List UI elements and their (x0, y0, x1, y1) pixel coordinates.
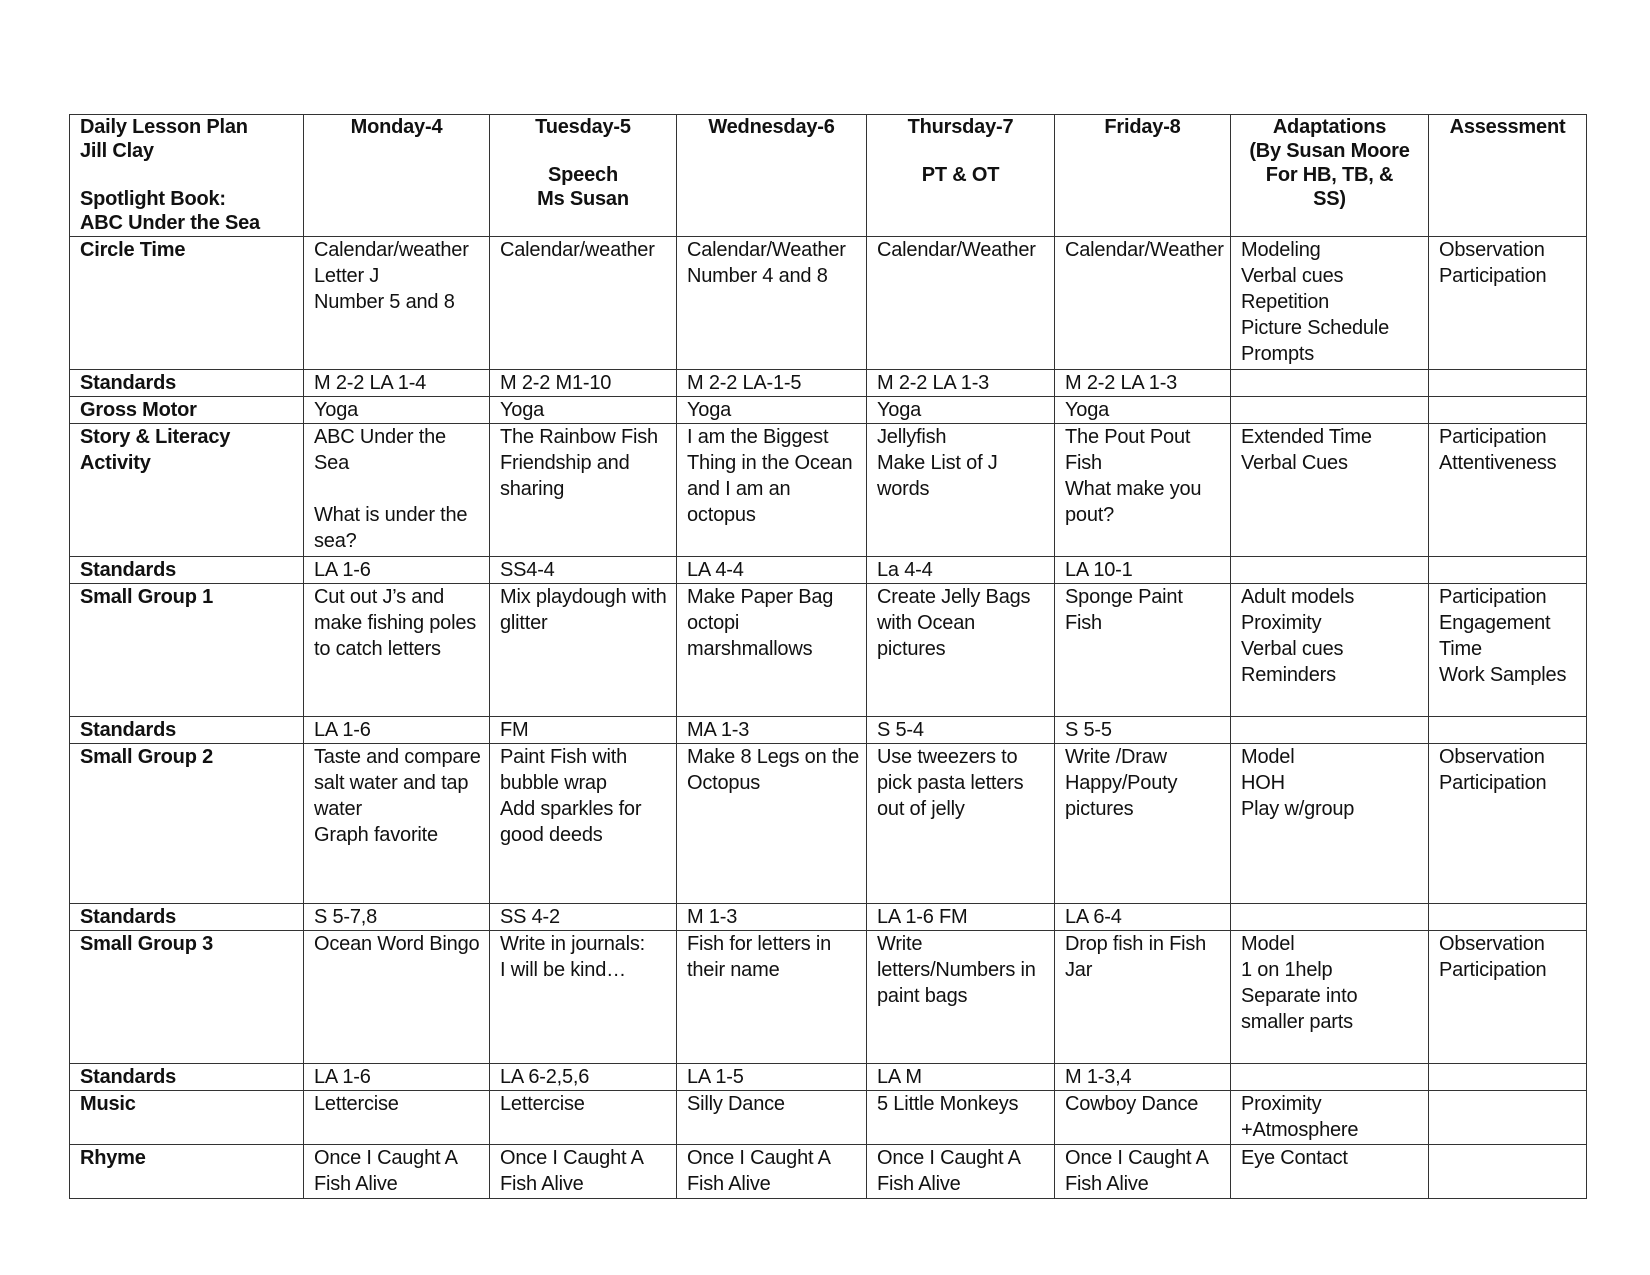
row-label-text: Circle Time (80, 239, 186, 261)
column-header-monday: Monday-4 (304, 115, 490, 237)
cell-text: I am the Biggest Thing in the Ocean and I am an octopus (687, 426, 853, 526)
monday-cell (304, 370, 490, 397)
friday-cell (1055, 904, 1231, 931)
assessment-cell (1429, 370, 1587, 397)
assessment-cell (1429, 237, 1587, 370)
row-label (70, 370, 304, 397)
cell-text: Yoga (687, 399, 732, 421)
cell-text: S 5-5 (1065, 719, 1112, 741)
cell-text: M 2-2 LA 1-4 (314, 372, 427, 394)
cell-text: MA 1-3 (687, 719, 750, 741)
friday-cell (1055, 1064, 1231, 1091)
friday-cell (1055, 584, 1231, 717)
table-row (70, 370, 1587, 397)
friday-cell (1055, 717, 1231, 744)
row-label-text: Gross Motor (80, 399, 197, 421)
row-label-text: Standards (80, 559, 177, 581)
cell-text: Lettercise (500, 1093, 585, 1115)
cell-text: Silly Dance (687, 1093, 785, 1115)
row-label-text: Standards (80, 906, 177, 928)
cell-text: Jellyfish Make List of J words (877, 426, 998, 500)
cell-text: LA 10-1 (1065, 559, 1133, 581)
column-header-wednesday: Wednesday-6 (677, 115, 867, 237)
friday-cell (1055, 370, 1231, 397)
cell-text: Observation Participation (1439, 746, 1547, 794)
thursday-cell (867, 904, 1055, 931)
cell-text: Calendar/Weather (877, 239, 1036, 261)
wednesday-cell (677, 717, 867, 744)
table-row (70, 557, 1587, 584)
friday-cell (1055, 744, 1231, 904)
cell-text: Once I Caught A Fish Alive (877, 1147, 1021, 1195)
cell-text: Fish for letters in their name (687, 933, 832, 981)
tuesday-cell (490, 584, 677, 717)
cell-text: Create Jelly Bags with Ocean pictures (877, 586, 1031, 660)
monday-cell (304, 584, 490, 717)
cell-text: The Pout Pout Fish What make you pout? (1065, 426, 1202, 526)
tuesday-cell (490, 744, 677, 904)
row-label (70, 1091, 304, 1145)
cell-text: SS4-4 (500, 559, 555, 581)
cell-text: M 1-3 (687, 906, 738, 928)
cell-text: Sponge Paint Fish (1065, 586, 1183, 634)
cell-text: Participation Attentiveness (1439, 426, 1557, 474)
thursday-cell (867, 1064, 1055, 1091)
wednesday-cell (677, 1145, 867, 1199)
assessment-cell (1429, 424, 1587, 557)
cell-text: Once I Caught A Fish Alive (314, 1147, 458, 1195)
monday-cell (304, 904, 490, 931)
thursday-cell (867, 424, 1055, 557)
row-label (70, 397, 304, 424)
cell-text: S 5-4 (877, 719, 924, 741)
wednesday-cell (677, 370, 867, 397)
assessment-cell (1429, 904, 1587, 931)
row-label-text: Standards (80, 719, 177, 741)
cell-text: LA 4-4 (687, 559, 744, 581)
cell-text: S 5-7,8 (314, 906, 378, 928)
tuesday-cell (490, 557, 677, 584)
assessment-cell (1429, 397, 1587, 424)
cell-text: Cowboy Dance (1065, 1093, 1199, 1115)
table-row (70, 931, 1587, 1064)
adaptations-cell (1231, 717, 1429, 744)
table-row (70, 1145, 1587, 1199)
row-label-text: Small Group 2 (80, 746, 213, 768)
tuesday-cell (490, 931, 677, 1064)
cell-text: Write /Draw Happy/Pouty pictures (1065, 746, 1178, 820)
cell-text: Proximity +Atmosphere (1241, 1093, 1359, 1141)
cell-text: SS 4-2 (500, 906, 560, 928)
cell-text: Observation Participation (1439, 933, 1547, 981)
assessment-cell (1429, 717, 1587, 744)
cell-text: LA 6-4 (1065, 906, 1122, 928)
cell-text: ABC Under the Sea What is under the sea? (314, 426, 468, 552)
cell-text: Yoga (1065, 399, 1110, 421)
cell-text: Model HOH Play w/group (1241, 746, 1355, 820)
adaptations-cell (1231, 424, 1429, 557)
cell-text: LA 1-6 (314, 719, 371, 741)
cell-text: Write letters/Numbers in paint bags (877, 933, 1036, 1007)
adaptations-cell (1231, 931, 1429, 1064)
column-header-tuesday: Tuesday-5 Speech Ms Susan (490, 115, 677, 237)
tuesday-cell (490, 717, 677, 744)
friday-cell (1055, 1145, 1231, 1199)
cell-text: The Rainbow Fish Friendship and sharing (500, 426, 658, 500)
thursday-cell (867, 744, 1055, 904)
cell-text: Extended Time Verbal Cues (1241, 426, 1372, 474)
row-label (70, 1064, 304, 1091)
monday-cell (304, 1145, 490, 1199)
friday-cell (1055, 557, 1231, 584)
tuesday-cell (490, 237, 677, 370)
assessment-cell (1429, 744, 1587, 904)
cell-text: Taste and compare salt water and tap water Graph favorite (314, 746, 481, 846)
wednesday-cell (677, 744, 867, 904)
adaptations-cell (1231, 584, 1429, 717)
cell-text: LA M (877, 1066, 922, 1088)
wednesday-cell (677, 237, 867, 370)
adaptations-cell (1231, 237, 1429, 370)
row-label (70, 904, 304, 931)
assessment-cell (1429, 1091, 1587, 1145)
tuesday-cell (490, 904, 677, 931)
cell-text: M 2-2 M1-10 (500, 372, 612, 394)
wednesday-cell (677, 557, 867, 584)
cell-text: 5 Little Monkeys (877, 1093, 1019, 1115)
cell-text: Lettercise (314, 1093, 399, 1115)
tuesday-cell (490, 424, 677, 557)
friday-cell (1055, 397, 1231, 424)
thursday-cell (867, 584, 1055, 717)
thursday-cell (867, 717, 1055, 744)
wednesday-cell (677, 1091, 867, 1145)
assessment-cell (1429, 1064, 1587, 1091)
thursday-cell (867, 237, 1055, 370)
friday-cell (1055, 237, 1231, 370)
row-label-text: Small Group 3 (80, 933, 213, 955)
cell-text: Observation Participation (1439, 239, 1547, 287)
adaptations-cell (1231, 557, 1429, 584)
cell-text: Drop fish in Fish Jar (1065, 933, 1207, 981)
monday-cell (304, 1091, 490, 1145)
cell-text: M 2-2 LA 1-3 (877, 372, 990, 394)
row-label (70, 1145, 304, 1199)
cell-text: M 1-3,4 (1065, 1066, 1132, 1088)
cell-text: Paint Fish with bubble wrap Add sparkles for good deeds (500, 746, 642, 846)
monday-cell (304, 424, 490, 557)
cell-text: Calendar/Weather (1065, 239, 1224, 261)
thursday-cell (867, 1145, 1055, 1199)
row-label (70, 717, 304, 744)
tuesday-cell (490, 1145, 677, 1199)
row-label (70, 931, 304, 1064)
monday-cell (304, 717, 490, 744)
adaptations-cell (1231, 1145, 1429, 1199)
monday-cell (304, 931, 490, 1064)
assessment-cell (1429, 584, 1587, 717)
monday-cell (304, 237, 490, 370)
adaptations-cell (1231, 1091, 1429, 1145)
plan-title-cell: Daily Lesson Plan Jill Clay Spotlight Book: ABC Under the Sea (70, 115, 304, 237)
monday-cell (304, 397, 490, 424)
cell-text: Yoga (314, 399, 359, 421)
adaptations-cell (1231, 1064, 1429, 1091)
table-row (70, 424, 1587, 557)
friday-cell (1055, 931, 1231, 1064)
cell-text: M 2-2 LA 1-3 (1065, 372, 1178, 394)
monday-cell (304, 1064, 490, 1091)
cell-text: LA 6-2,5,6 (500, 1066, 590, 1088)
cell-text: LA 1-6 FM (877, 906, 968, 928)
cell-text: Calendar/weather (500, 239, 655, 261)
cell-text: Once I Caught A Fish Alive (500, 1147, 644, 1195)
column-header-adaptations: Adaptations (By Susan Moore For HB, TB, & SS) (1231, 115, 1429, 237)
table-row (70, 237, 1587, 370)
cell-text: Cut out J’s and make fishing poles to catch letters (314, 586, 477, 660)
cell-text: M 2-2 LA-1-5 (687, 372, 802, 394)
table-row (70, 744, 1587, 904)
cell-text: Mix playdough with glitter (500, 586, 667, 634)
tuesday-cell (490, 1064, 677, 1091)
thursday-cell (867, 931, 1055, 1064)
cell-text: Calendar/Weather Number 4 and 8 (687, 239, 846, 287)
thursday-cell (867, 1091, 1055, 1145)
column-header-friday: Friday-8 (1055, 115, 1231, 237)
cell-text: Write in journals: I will be kind… (500, 933, 645, 981)
cell-text: Calendar/weather Letter J Number 5 and 8 (314, 239, 469, 313)
cell-text: Make 8 Legs on the Octopus (687, 746, 860, 794)
row-label (70, 237, 304, 370)
table-row (70, 904, 1587, 931)
tuesday-cell (490, 370, 677, 397)
cell-text: La 4-4 (877, 559, 933, 581)
cell-text: Model 1 on 1help Separate into smaller parts (1241, 933, 1358, 1033)
table-row (70, 1091, 1587, 1145)
adaptations-cell (1231, 397, 1429, 424)
cell-text: Yoga (877, 399, 922, 421)
adaptations-cell (1231, 904, 1429, 931)
thursday-cell (867, 557, 1055, 584)
cell-text: Eye Contact (1241, 1147, 1348, 1169)
wednesday-cell (677, 397, 867, 424)
row-label-text: Music (80, 1093, 136, 1115)
assessment-cell (1429, 1145, 1587, 1199)
lesson-plan-table (69, 114, 1587, 1199)
wednesday-cell (677, 424, 867, 557)
assessment-cell (1429, 557, 1587, 584)
assessment-cell (1429, 931, 1587, 1064)
column-header-assessment: Assessment (1429, 115, 1587, 237)
cell-text: Ocean Word Bingo (314, 933, 480, 955)
wednesday-cell (677, 931, 867, 1064)
cell-text: Once I Caught A Fish Alive (687, 1147, 831, 1195)
adaptations-cell (1231, 744, 1429, 904)
tuesday-cell (490, 397, 677, 424)
table-row (70, 717, 1587, 744)
cell-text: FM (500, 719, 529, 741)
adaptations-cell (1231, 370, 1429, 397)
cell-text: LA 1-6 (314, 1066, 371, 1088)
cell-text: Modeling Verbal cues Repetition Picture Schedule Prompts (1241, 239, 1390, 365)
wednesday-cell (677, 584, 867, 717)
row-label (70, 584, 304, 717)
cell-text: LA 1-6 (314, 559, 371, 581)
table-row (70, 397, 1587, 424)
row-label (70, 744, 304, 904)
friday-cell (1055, 1091, 1231, 1145)
row-label-text: Story & Literacy Activity (80, 426, 231, 474)
thursday-cell (867, 370, 1055, 397)
header-row (70, 115, 1587, 237)
cell-text: Use tweezers to pick pasta letters out of jelly (877, 746, 1024, 820)
monday-cell (304, 744, 490, 904)
row-label-text: Standards (80, 372, 177, 394)
wednesday-cell (677, 1064, 867, 1091)
thursday-cell (867, 397, 1055, 424)
cell-text: LA 1-5 (687, 1066, 744, 1088)
cell-text: Yoga (500, 399, 545, 421)
wednesday-cell (677, 904, 867, 931)
row-label-text: Standards (80, 1066, 177, 1088)
row-label (70, 557, 304, 584)
cell-text: Once I Caught A Fish Alive (1065, 1147, 1209, 1195)
table-row (70, 584, 1587, 717)
row-label-text: Small Group 1 (80, 586, 213, 608)
tuesday-cell (490, 1091, 677, 1145)
cell-text: Adult models Proximity Verbal cues Reminders (1241, 586, 1355, 686)
cell-text: Participation Engagement Time Work Samples (1439, 586, 1567, 686)
monday-cell (304, 557, 490, 584)
friday-cell (1055, 424, 1231, 557)
row-label (70, 424, 304, 557)
cell-text: Make Paper Bag octopi marshmallows (687, 586, 834, 660)
column-header-thursday: Thursday-7 PT & OT (867, 115, 1055, 237)
table-row (70, 1064, 1587, 1091)
row-label-text: Rhyme (80, 1147, 146, 1169)
